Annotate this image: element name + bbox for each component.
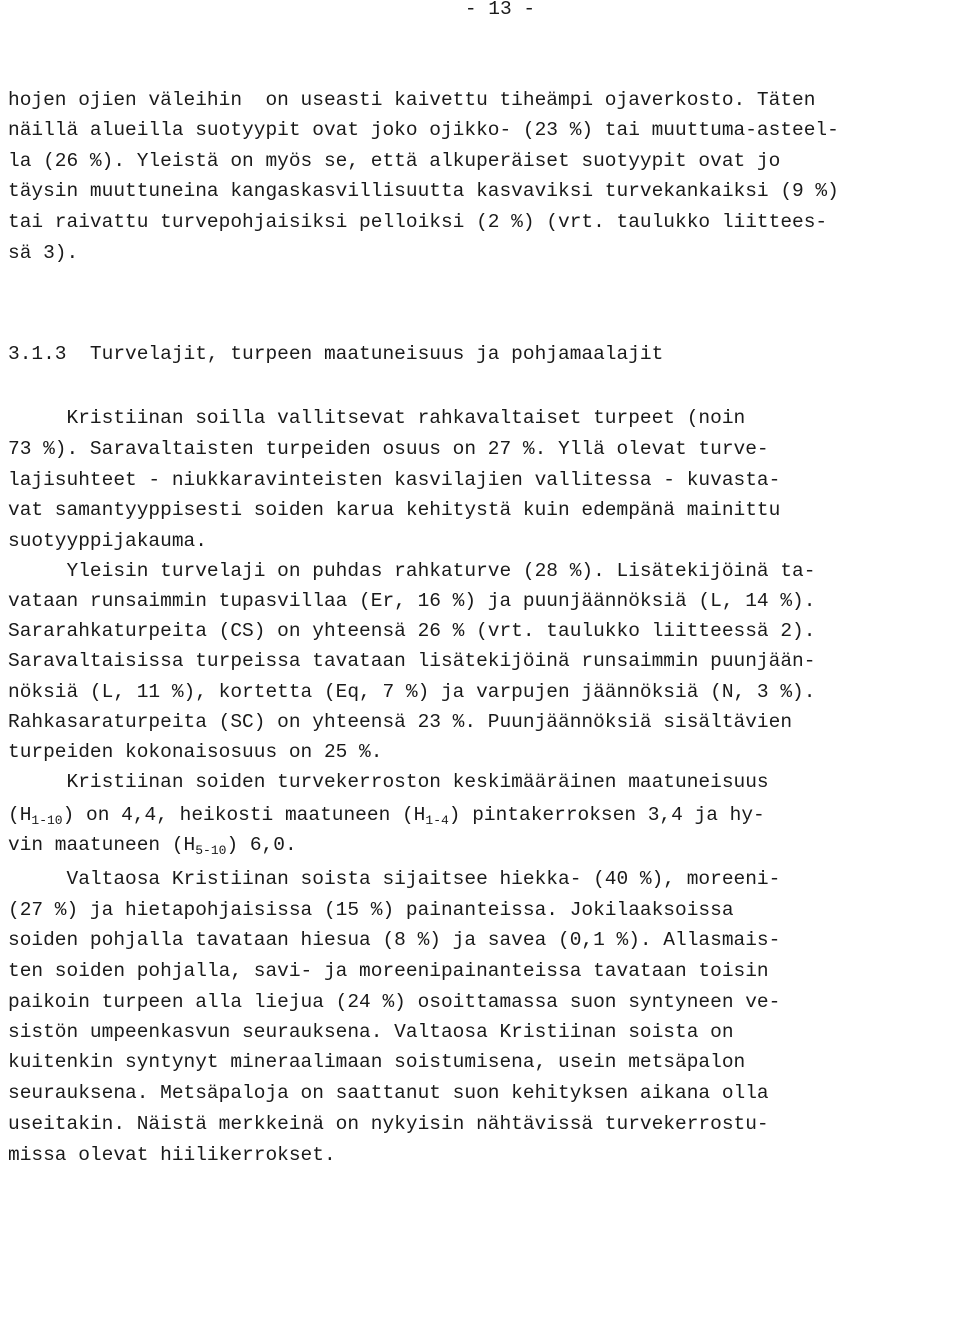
text-line: hojen ojien väleihin on useasti kaivettu tiheämpi ojaverkosto. Täten xyxy=(8,89,816,111)
subscript: 5-10 xyxy=(195,843,227,858)
text-line: (27 %) ja hietapohjaisissa (15 %) painanteissa. Jokilaaksoissa xyxy=(8,899,734,921)
text-segment: ) on 4,4, heikosti maatuneen (H xyxy=(62,804,426,826)
text-line: missa olevat hiilikerrokset. xyxy=(8,1144,336,1166)
text-line: Kristiinan soiden turvekerroston keskimääräinen maatuneisuus xyxy=(8,771,769,793)
text-line: Saravaltaisissa turpeissa tavataan lisätekijöinä runsaimmin puunjään- xyxy=(8,650,816,672)
text-segment: ) 6,0. xyxy=(226,834,297,856)
text-line: suotyyppijakauma. xyxy=(8,530,207,552)
text-line: kuitenkin syntynyt mineraalimaan soistumisena, usein metsäpalon xyxy=(8,1051,746,1073)
text-line: 73 %). Saravaltaisten turpeiden osuus on 27 %. Yllä olevat turve- xyxy=(8,438,769,460)
text-line: Yleisin turvelaji on puhdas rahkaturve (28 %). Lisätekijöinä ta- xyxy=(8,560,816,582)
subscript: 1-4 xyxy=(425,813,449,828)
text-line: soiden pohjalla tavataan hiesua (8 %) ja savea (0,1 %). Allasmais- xyxy=(8,929,781,951)
text-line: tai raivattu turvepohjaisiksi pelloiksi (2 %) (vrt. taulukko liittees- xyxy=(8,211,828,233)
text-line xyxy=(8,836,297,856)
text-line: nöksiä (L, 11 %), kortetta (Eq, 7 %) ja varpujen jäännöksiä (N, 3 %). xyxy=(8,681,816,703)
text-line: sä 3). xyxy=(8,242,79,264)
text-line: näillä alueilla suotyypit ovat joko ojikko- (23 %) tai muuttuma-asteel- xyxy=(8,119,839,141)
text-line: vat samantyyppisesti soiden karua kehitystä kuin edempänä mainittu xyxy=(8,499,781,521)
text-line: paikoin turpeen alla liejua (24 %) osoittamassa suon syntyneen ve- xyxy=(8,991,781,1013)
text-line: Sararahkaturpeita (CS) on yhteensä 26 % (vrt. taulukko liitteessä 2). xyxy=(8,620,816,642)
text-line: vataan runsaimmin tupasvillaa (Er, 16 %) ja puunjäännöksiä (L, 14 %). xyxy=(8,590,816,612)
text-segment: ) pintakerroksen 3,4 ja hy- xyxy=(448,804,765,826)
text-line: Rahkasaraturpeita (SC) on yhteensä 23 %. Puunjäännöksiä sisältävien xyxy=(8,711,793,733)
text-segment: vin maatuneen (H xyxy=(8,834,196,856)
text-line: ten soiden pohjalla, savi- ja moreenipainanteissa tavataan toisin xyxy=(8,960,769,982)
page-number: - 13 - xyxy=(464,0,536,20)
text-line: Kristiinan soilla vallitsevat rahkavaltaiset turpeet (noin xyxy=(8,407,746,429)
section-heading: 3.1.3 Turvelajit, turpeen maatuneisuus ja pohjamaalajit xyxy=(8,343,664,365)
text-line: Valtaosa Kristiinan soista sijaitsee hiekka- (40 %), moreeni- xyxy=(8,868,781,890)
text-line: useitakin. Näistä merkkeinä on nykyisin nähtävissä turvekerrostu- xyxy=(8,1113,769,1135)
text-line: turpeiden kokonaisosuus on 25 %. xyxy=(8,741,383,763)
text-line: seurauksena. Metsäpaloja on saattanut suon kehityksen aikana olla xyxy=(8,1082,769,1104)
text-line: täysin muuttuneina kangaskasvillisuutta kasvaviksi turvekankaiksi (9 %) xyxy=(8,180,839,202)
text-line: la (26 %). Yleistä on myös se, että alkuperäiset suotyypit ovat jo xyxy=(8,150,781,172)
text-segment: (H xyxy=(8,804,32,826)
text-line: lajisuhteet - niukkaravinteisten kasvilajien vallitessa - kuvasta- xyxy=(8,469,781,491)
text-line xyxy=(8,806,765,826)
text-line: sistön umpeenkasvun seurauksena. Valtaosa Kristiinan soista on xyxy=(8,1021,734,1043)
subscript: 1-10 xyxy=(31,813,63,828)
